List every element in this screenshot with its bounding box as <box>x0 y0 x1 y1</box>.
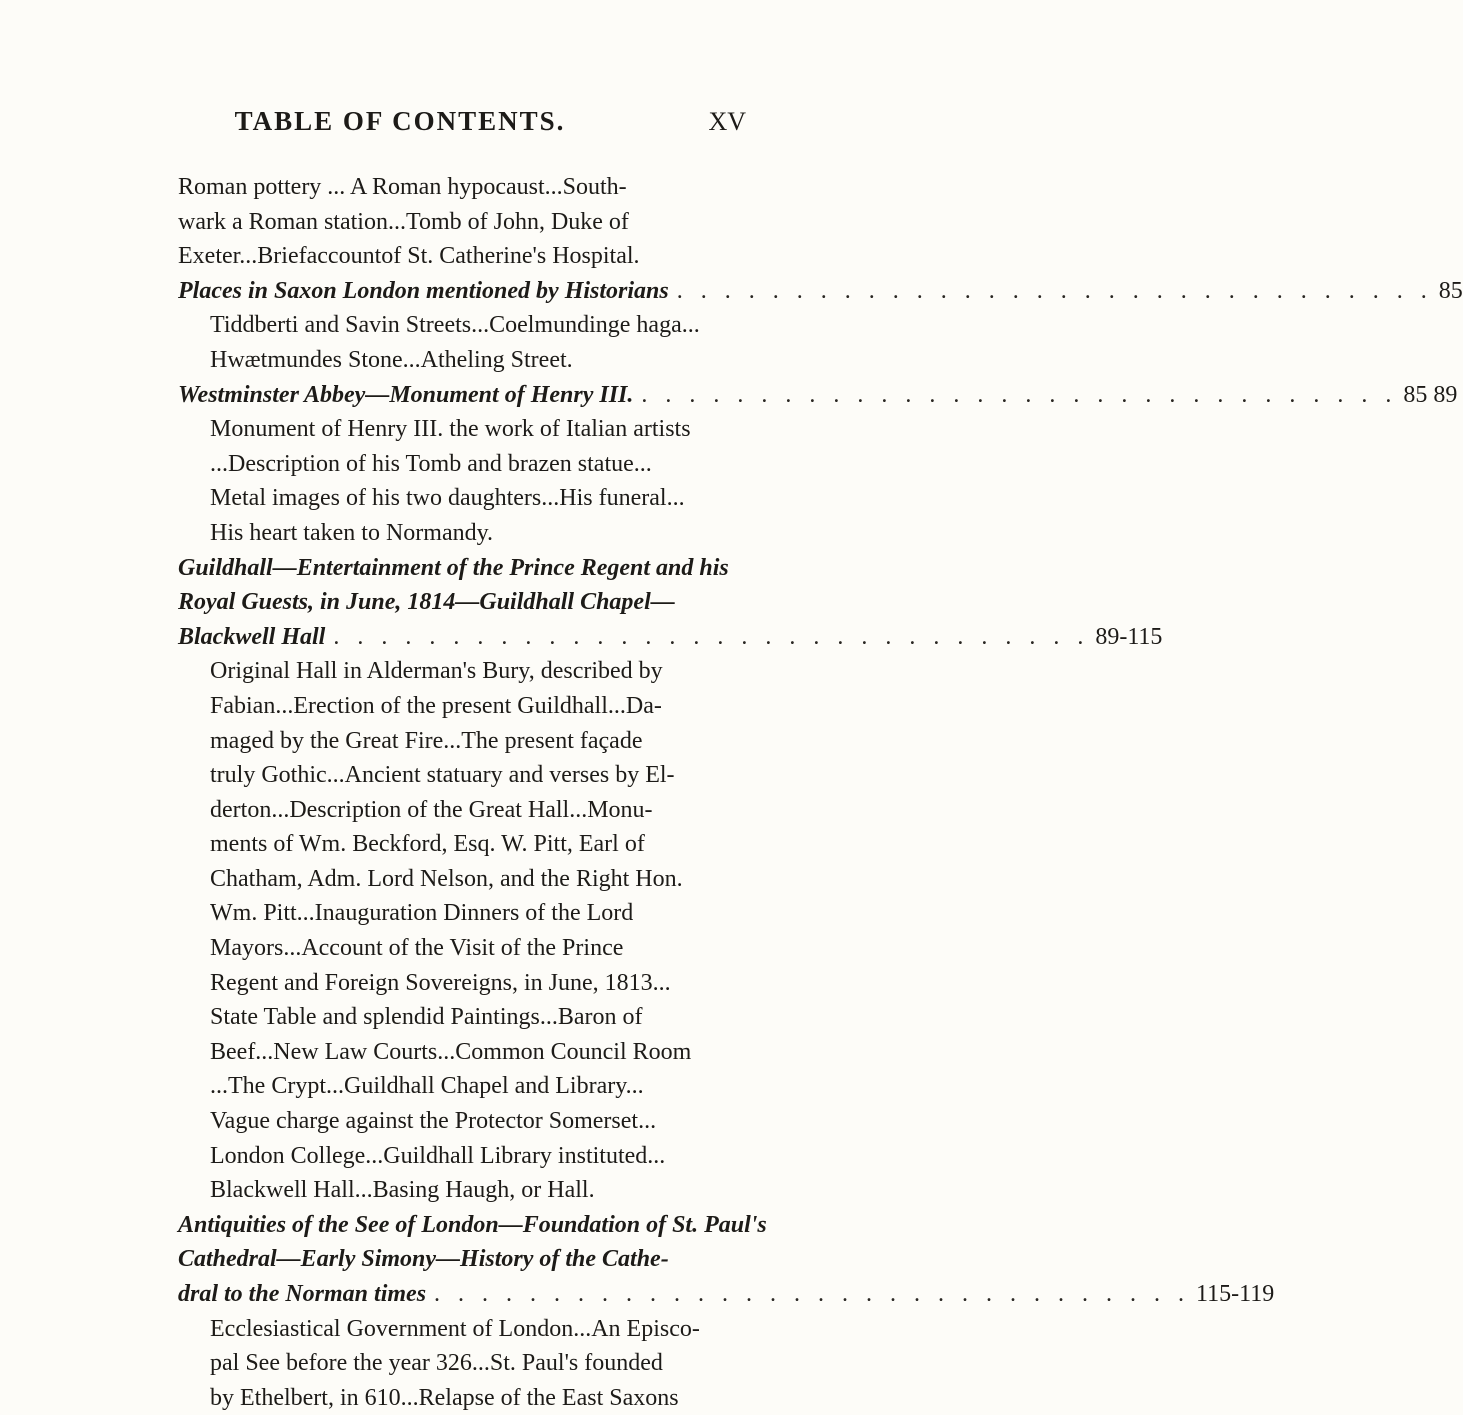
entry-title-text: Guildhall—Entertainment of the Prince Regent and his <box>178 554 729 581</box>
dot-leader: . . . . . . . . . . . . . . . . . . . . . . . . . . . . . . . . <box>333 623 1090 650</box>
entry-title-line <box>178 620 1163 655</box>
entry-description-line: Wm. Pitt...Inauguration Dinners of the Lord <box>210 900 634 927</box>
dot-leader: . . . . . . . . . . . . . . . . . . . . . . . . . . . . . . . . <box>676 277 1433 304</box>
entry-description-line: His heart taken to Normandy. <box>210 519 494 546</box>
entry-description-line: maged by the Great Fire...The present façade <box>210 727 643 754</box>
entry-description-line: Original Hall in Alderman's Bury, described by <box>210 658 663 685</box>
entry-title-line <box>178 585 748 620</box>
dot-leader: . . . . . . . . . . . . . . . . . . . . . . . . . . . . . . . . <box>434 1281 1191 1307</box>
entry-description-line: pal See before the year 326...St. Paul's founded <box>210 1350 663 1377</box>
entry-description-line: Roman pottery ... A Roman hypocaust...South- <box>178 174 627 200</box>
entry-title-line <box>178 1277 1275 1312</box>
toc-entry <box>178 1208 1275 1415</box>
entry-title-text: Westminster Abbey—Monument of Henry III. <box>178 381 634 408</box>
entry-title-text: Blackwell Hall <box>178 623 326 650</box>
entry-pages: 115-119 <box>1196 1281 1275 1307</box>
entry-description-line: Exeter...Briefaccountof St. Catherine's Hospital. <box>178 243 640 270</box>
entry-description-line: Vague charge against the Protector Somerset... <box>210 1108 657 1135</box>
entry-description-line: Ecclesiastical Government of London...An Episco- <box>210 1315 700 1342</box>
entry-description-line: London College...Guildhall Library instituted... <box>210 1142 666 1169</box>
entry-description-line: Monument of Henry III. the work of Italian artists <box>210 416 691 443</box>
page-number: XV <box>708 107 746 136</box>
entry-pages: 85 89 <box>1403 381 1458 408</box>
dot-leader: . . . . . . . . . . . . . . . . . . . . . . . . . . . . . . . . <box>641 381 1398 408</box>
toc-entry <box>178 170 748 274</box>
entry-title-line <box>178 551 748 586</box>
entry-description-line: ...Description of his Tomb and brazen statue... <box>210 450 652 477</box>
entry-description-line: truly Gothic...Ancient statuary and verses by El- <box>210 762 675 789</box>
entry-title-text: Antiquities of the See of London—Foundation of St. Paul's <box>178 1211 767 1238</box>
entry-title-text: Royal Guests, in June, 1814—Guildhall Chapel— <box>178 589 675 616</box>
entry-title-text: Cathedral—Early Simony—History of the Cathe- <box>178 1246 669 1273</box>
entry-description-line: Beef...New Law Courts...Common Council Room <box>210 1038 692 1065</box>
entry-description-line: Mayors...Account of the Visit of the Prince <box>210 935 624 962</box>
entry-title-line <box>178 1242 748 1277</box>
entry-description-line: Blackwell Hall...Basing Haugh, or Hall. <box>210 1177 595 1204</box>
entry-pages: 85 <box>1438 277 1463 304</box>
entry-title-line <box>178 378 1458 413</box>
toc-entry <box>178 378 1458 551</box>
entry-description-line: Regent and Foreign Sovereigns, in June, 1813... <box>210 969 671 996</box>
page-header <box>0 106 800 146</box>
entry-title-text: Places in Saxon London mentioned by Historians <box>178 277 669 304</box>
table-of-contents <box>178 170 1463 1415</box>
entry-title-line <box>178 274 1463 309</box>
entry-title-line <box>178 1208 767 1243</box>
entry-pages: 89-115 <box>1095 623 1163 650</box>
entry-description-line: Chatham, Adm. Lord Nelson, and the Right Hon. <box>210 865 683 892</box>
entry-description-line: Hwætmundes Stone...Atheling Street. <box>210 346 573 373</box>
entry-description-line: wark a Roman station...Tomb of John, Duke of <box>178 208 629 235</box>
entry-description-line: derton...Description of the Great Hall...Monu- <box>210 796 653 823</box>
entry-description-line: Fabian...Erection of the present Guildhall...Da- <box>210 692 662 719</box>
entry-description-line: ...The Crypt...Guildhall Chapel and Library... <box>210 1073 644 1100</box>
running-title: TABLE OF CONTENTS. <box>234 106 566 136</box>
entry-description-line: Tiddberti and Savin Streets...Coelmundinge haga... <box>210 312 700 339</box>
entry-description-line: ments of Wm. Beckford, Esq. W. Pitt, Earl of <box>210 831 645 858</box>
entry-description-line: by Ethelbert, in 610...Relapse of the East Saxons <box>210 1384 679 1411</box>
toc-entry <box>178 551 1163 1208</box>
toc-entry <box>178 274 1463 378</box>
entry-description-line: Metal images of his two daughters...His funeral... <box>210 485 685 512</box>
entry-title-text: dral to the Norman times <box>178 1281 427 1307</box>
entry-description-line: State Table and splendid Paintings...Baron of <box>210 1004 643 1031</box>
